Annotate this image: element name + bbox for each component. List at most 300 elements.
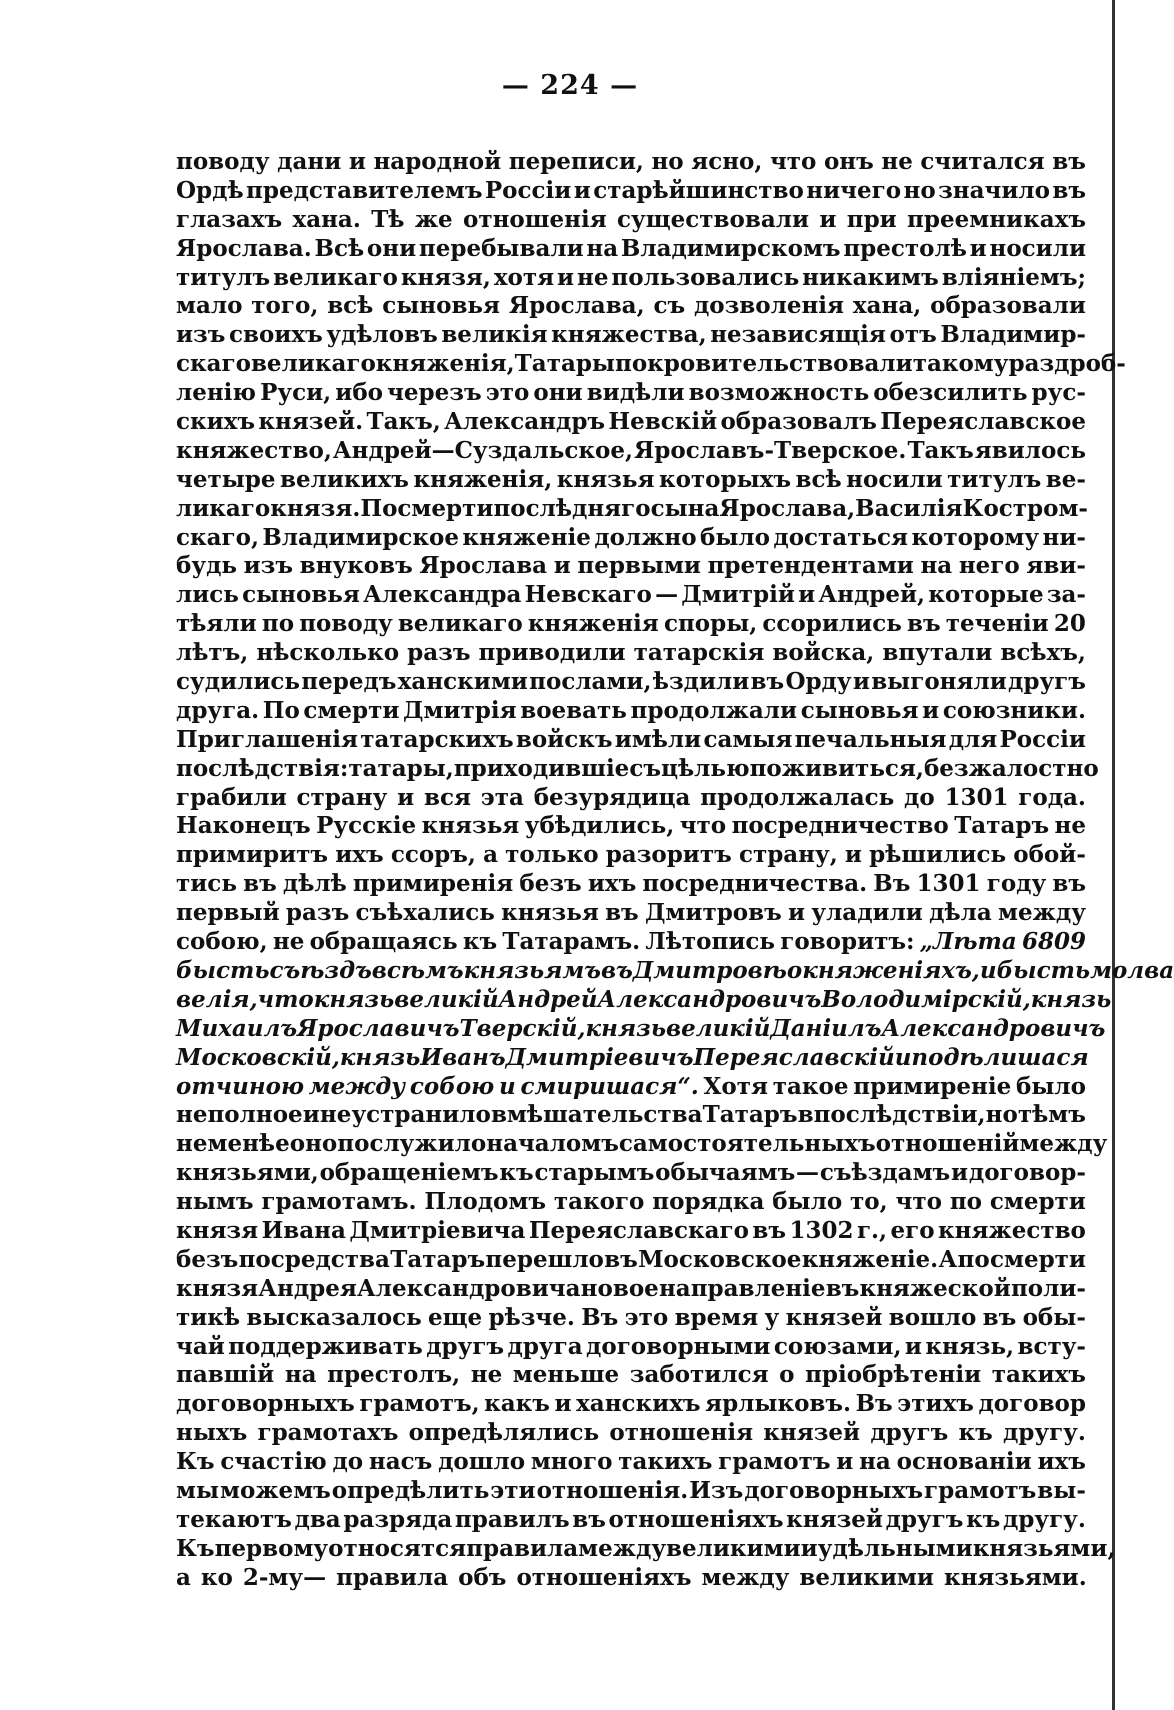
word: тикѣ [176, 1303, 241, 1331]
word: и [302, 1101, 320, 1129]
word: Ярослава, [508, 292, 645, 320]
word: и [788, 899, 806, 927]
word: приводили [478, 639, 626, 667]
word: и [800, 1534, 818, 1562]
word: ѣздили [652, 668, 750, 696]
word: было [700, 523, 770, 551]
word: татарскія [633, 639, 765, 667]
word: которые [928, 581, 1044, 609]
word: 20 [1053, 610, 1086, 638]
word: для [948, 725, 998, 753]
word: Татаръ [954, 812, 1050, 840]
word: въ [982, 1303, 1017, 1331]
word: княженія, [375, 350, 515, 378]
text-line [176, 495, 1086, 524]
word: грамотъ [924, 1476, 1037, 1504]
word: подѣлишася [911, 1043, 1089, 1071]
word: Михаилъ [176, 1014, 298, 1042]
word: споры, [663, 610, 758, 638]
word: опредѣлялись [408, 1419, 600, 1447]
word: много [530, 1448, 613, 1476]
word: высказалось [246, 1303, 422, 1331]
word: въ [605, 899, 639, 927]
word: Ордѣ [176, 176, 244, 204]
word: нымъ [176, 1188, 254, 1216]
text-line [176, 1564, 1086, 1593]
word: великихъ [279, 465, 409, 493]
word: Андрей—Суздальское, [332, 436, 633, 464]
text-line [176, 899, 1086, 928]
word: между [308, 1072, 406, 1100]
word: послѣдняго [493, 494, 651, 522]
text-line [176, 1361, 1086, 1390]
word: видѣли [586, 379, 685, 407]
word: эти [490, 1476, 536, 1504]
word: теченіи [945, 610, 1049, 638]
word: дозволенія [693, 292, 845, 320]
word: Александровичъ [597, 985, 822, 1013]
word: великія [441, 321, 548, 349]
word: удѣловъ [326, 321, 438, 349]
word: въ [906, 610, 941, 638]
word: и [852, 668, 870, 696]
word: татарскихъ [360, 725, 514, 753]
word: что [257, 985, 314, 1013]
word: лись [176, 581, 239, 609]
word: великаго [397, 610, 523, 638]
word: не [470, 1361, 503, 1389]
word: счастію [220, 1448, 327, 1476]
word: тѣмъ [1017, 1101, 1086, 1129]
word: А [938, 1245, 958, 1273]
word: обращаясь [309, 928, 458, 956]
word: изъ [176, 321, 226, 349]
word: князь, [925, 1332, 1015, 1360]
word: посредничество [731, 812, 949, 840]
word: правила [336, 1563, 449, 1591]
word: глазахъ [176, 205, 283, 233]
word: приходившіе [453, 754, 630, 782]
word: направленіе [658, 1274, 826, 1302]
word: не [176, 1130, 208, 1158]
word: перебывали [418, 234, 584, 262]
word: Костром- [962, 494, 1088, 522]
word: Иванъ [420, 1043, 506, 1071]
text-line [176, 754, 1099, 784]
word: княжества, [551, 321, 707, 349]
word: поддерживать [228, 1332, 423, 1360]
word: княженіе. [801, 1245, 939, 1273]
word: князя, [400, 263, 491, 291]
word: будь [176, 552, 238, 580]
word: своихъ [228, 321, 323, 349]
word: явилось [974, 436, 1086, 464]
word: и [844, 841, 862, 869]
word: о [779, 1361, 795, 1389]
word: княжество [938, 1216, 1086, 1244]
word: князьями, [176, 1159, 319, 1187]
word: насъ [368, 1448, 433, 1476]
word: Тѣ [371, 205, 405, 233]
word: въ [1052, 176, 1086, 204]
word: союзами, [773, 1332, 902, 1360]
word: и [499, 1072, 516, 1100]
word: всѣмъ [371, 956, 464, 984]
word: безъ [519, 870, 582, 898]
word: Василія [855, 494, 963, 522]
word: что [895, 1188, 942, 1216]
word: впослѣдствіи, [797, 1101, 986, 1129]
word: и [969, 234, 987, 262]
word: то, [850, 1188, 888, 1216]
word: ясно, [691, 148, 763, 175]
word: Невскій [608, 408, 718, 436]
text-line [176, 985, 1112, 1015]
word: такого [553, 1188, 645, 1216]
word: князя [176, 1216, 259, 1244]
word: отношенія [463, 205, 607, 233]
word: и [553, 552, 571, 580]
word: бысть [176, 956, 270, 984]
text-line [176, 870, 1086, 899]
word: посредства [238, 1245, 390, 1273]
word: было [772, 1188, 843, 1216]
word: старѣйшинство [593, 176, 804, 204]
word: отношеній [875, 1130, 1020, 1158]
text-line [176, 668, 1086, 697]
word: титулъ [947, 465, 1042, 493]
word: 6809 [1021, 928, 1086, 956]
word: и [798, 581, 816, 609]
word: по [949, 1188, 982, 1216]
word: по [261, 610, 295, 638]
word: выгоняли [871, 668, 1007, 696]
word: — [655, 581, 679, 609]
word: княженіе [462, 523, 591, 551]
word: заботился [629, 1361, 769, 1389]
word: 1302 [789, 1216, 854, 1244]
word: князей [786, 1505, 883, 1533]
word: ко [200, 1563, 233, 1591]
word: опредѣлить [331, 1476, 490, 1504]
word: княженія [527, 610, 659, 638]
word: войскъ [515, 725, 613, 753]
word: ссоръ, [390, 841, 476, 869]
word: князей. [258, 408, 364, 436]
text-line [176, 524, 1086, 553]
word: поводу [176, 148, 270, 175]
word: внуковъ [299, 552, 413, 580]
word: другъ [1008, 668, 1086, 696]
word: значило [938, 176, 1050, 204]
word: менѣе [207, 1130, 290, 1158]
word: существовали [617, 205, 810, 233]
word: въ [1052, 148, 1086, 175]
word: и [979, 956, 997, 984]
word: продолжалась [700, 783, 895, 811]
word: мы [176, 1476, 220, 1504]
word: Русскіе [316, 812, 417, 840]
word: великаго [273, 263, 398, 291]
word: тись [176, 870, 237, 898]
word: покровительствовали [614, 350, 913, 378]
word: Московскій, [176, 1043, 340, 1071]
word: грамотахъ [257, 1419, 399, 1447]
word: обезсилить [873, 379, 1028, 407]
word: которому [911, 523, 1040, 551]
word: у [764, 1303, 780, 1331]
word: По [262, 696, 300, 724]
word: не [577, 263, 609, 291]
word: передъ [301, 668, 397, 696]
word: къ [958, 1419, 993, 1447]
word: два [294, 1505, 341, 1533]
word: отношенія [609, 1419, 754, 1447]
word: примиреніе [853, 1072, 1012, 1100]
word: было [1016, 1072, 1086, 1100]
word: и [894, 1043, 912, 1071]
word: Невскаго [524, 581, 652, 609]
word: ихъ [335, 841, 384, 869]
text-line [176, 1419, 1086, 1448]
word: княженіяхъ, [802, 956, 980, 984]
word: такихъ [991, 1361, 1086, 1389]
word: бысть [996, 956, 1091, 984]
word: князя [176, 1274, 259, 1302]
word: титулъ [176, 263, 271, 291]
word: и [904, 1332, 922, 1360]
word: велія, [176, 985, 258, 1013]
word: сыновья [242, 581, 360, 609]
word: началомъ [486, 1130, 619, 1158]
text-line [176, 552, 1086, 581]
word: Ярославъ-Тверское. [634, 436, 907, 464]
word: поживиться, [749, 754, 924, 782]
text-line [176, 610, 1086, 639]
word: Въ [855, 1390, 893, 1418]
word: великаго [250, 350, 376, 378]
word: ни- [1042, 523, 1086, 551]
word: сына [650, 494, 720, 522]
word: собою, [176, 928, 268, 956]
word: княженія, [413, 465, 553, 493]
text-line [176, 1073, 1086, 1102]
word: великій [666, 1014, 771, 1042]
word: ихъ [587, 870, 637, 898]
word: еще [428, 1303, 483, 1331]
word: ярлыковъ. [705, 1390, 852, 1418]
word: Къ [176, 1448, 215, 1476]
word: Россіи [484, 176, 572, 204]
word: въ [1052, 870, 1086, 898]
word: это [485, 379, 530, 407]
word: князь [339, 1043, 421, 1071]
word: къ [462, 928, 498, 956]
text-line [176, 379, 1086, 408]
word: только [505, 841, 599, 869]
word: чай [176, 1332, 225, 1360]
word: пользовались [611, 263, 800, 291]
text-line [176, 639, 1086, 668]
word: Татаръ [390, 1245, 486, 1273]
word: Александровича [357, 1274, 581, 1302]
word: должно [594, 523, 697, 551]
word: и [397, 783, 415, 811]
word: смерти [989, 1188, 1086, 1216]
word: князьямъ [463, 956, 602, 984]
word: скихъ [176, 408, 256, 436]
word: Татары [514, 350, 615, 378]
word: союзники. [942, 696, 1086, 724]
word: первый [176, 899, 280, 927]
word: они [533, 379, 583, 407]
word: они [366, 234, 417, 262]
word: Лѣтопись [645, 928, 776, 956]
word: Къ [176, 1534, 215, 1562]
word: вліяніемъ; [941, 263, 1086, 291]
word: ссорились [762, 610, 902, 638]
word: Андрей [498, 985, 598, 1013]
word: Ярославичъ [297, 1014, 460, 1042]
word: Владимир- [940, 321, 1086, 349]
word: на [859, 1448, 891, 1476]
text-line [176, 1477, 1086, 1506]
word: Владимирское [262, 523, 460, 551]
word: князь [1030, 985, 1112, 1013]
word: и [573, 176, 591, 204]
word: князей [785, 1303, 883, 1331]
text-line [176, 206, 1086, 235]
text-line [176, 784, 1086, 813]
word: примиренія [352, 870, 514, 898]
word: ликаго [176, 494, 271, 522]
word: мало [176, 292, 243, 320]
word: народной [373, 148, 502, 175]
word: и [819, 205, 837, 233]
text-line [176, 408, 1086, 437]
word: Россіи [999, 725, 1086, 753]
word: Даніилъ [770, 1014, 882, 1042]
word: скаго, [176, 523, 259, 551]
text-line [176, 350, 1126, 379]
word: году [986, 870, 1047, 898]
word: считался [920, 148, 1045, 175]
word: Александръ [444, 408, 606, 436]
word: ибо [335, 379, 384, 407]
word: удѣльными [817, 1534, 973, 1562]
text-line [176, 264, 1086, 293]
word: образовалъ [720, 408, 877, 436]
text-line [176, 841, 1086, 870]
word: всѣ [327, 292, 374, 320]
word: г., [856, 1216, 888, 1244]
word: Дмитровѣ [632, 956, 787, 984]
word: къ [499, 1159, 534, 1187]
word: князья [421, 812, 520, 840]
word: отношенія. [536, 1476, 689, 1504]
word: носили [989, 234, 1086, 262]
word: ве- [1045, 465, 1086, 493]
word: между [578, 1534, 667, 1562]
word: цѣлью [660, 754, 750, 782]
word: скаго [176, 350, 251, 378]
word: дошло [438, 1448, 526, 1476]
word: судились [176, 668, 301, 696]
word: ханскихъ [576, 1390, 701, 1418]
text-line [176, 928, 1086, 957]
word: имѣли [614, 725, 702, 753]
word: правила [466, 1534, 579, 1562]
text-line [176, 1390, 1086, 1419]
word: хана. [292, 205, 361, 233]
word: — [796, 1159, 820, 1187]
word: „Лѣта [919, 928, 1017, 956]
word: рѣшились [869, 841, 1007, 869]
word: договорныхъ [744, 1476, 924, 1504]
word: между [998, 899, 1086, 927]
word: оно [289, 1130, 338, 1158]
word: Плодомъ [424, 1188, 546, 1216]
word: съ [629, 754, 661, 782]
word: а [483, 841, 498, 869]
word: Дмитріевичъ [505, 1043, 694, 1071]
word: новое [580, 1274, 659, 1302]
body-text [176, 148, 1174, 1593]
word: Въ [581, 1303, 619, 1331]
word: ханскими [397, 668, 528, 696]
word: отношеніяхъ [608, 1505, 784, 1533]
word: смерти [303, 696, 400, 724]
word: поводу [299, 610, 393, 638]
word: до [332, 1448, 364, 1476]
word: говоритъ: [780, 928, 915, 956]
word: Орду [785, 668, 852, 696]
word: грамотъ, [359, 1390, 480, 1418]
word: друга. [176, 696, 260, 724]
word: Всѣ [314, 234, 365, 262]
text-line [176, 1014, 1106, 1044]
word: такое [772, 1072, 849, 1100]
word: это [624, 1303, 669, 1331]
word: самыя [703, 725, 793, 753]
text-line [176, 1506, 1086, 1535]
word: послами, [529, 668, 652, 696]
word: перешло [485, 1245, 604, 1273]
word: же [414, 205, 453, 233]
word: Дмитрія [403, 696, 517, 724]
word: такихъ [618, 1448, 713, 1476]
word: великими [666, 1534, 801, 1562]
word: Андрей, [818, 581, 926, 609]
word: Ярослава, [719, 494, 856, 522]
word: не [1054, 812, 1086, 840]
word: отчиною [176, 1072, 304, 1100]
word: независящія [710, 321, 886, 349]
text-line [176, 581, 1086, 610]
text-line [176, 1043, 1089, 1073]
page-number: — 224 — [501, 70, 639, 101]
word: никакимъ [802, 263, 939, 291]
word: и [922, 696, 940, 724]
word: вмѣшательства [490, 1101, 703, 1129]
word: Наконецъ [176, 812, 311, 840]
word: онъ [823, 148, 874, 175]
text-line [176, 437, 1086, 466]
word: великій [394, 985, 499, 1013]
word: послужило [337, 1130, 487, 1158]
word: но [651, 148, 684, 175]
word: рѣзче. [488, 1303, 575, 1331]
